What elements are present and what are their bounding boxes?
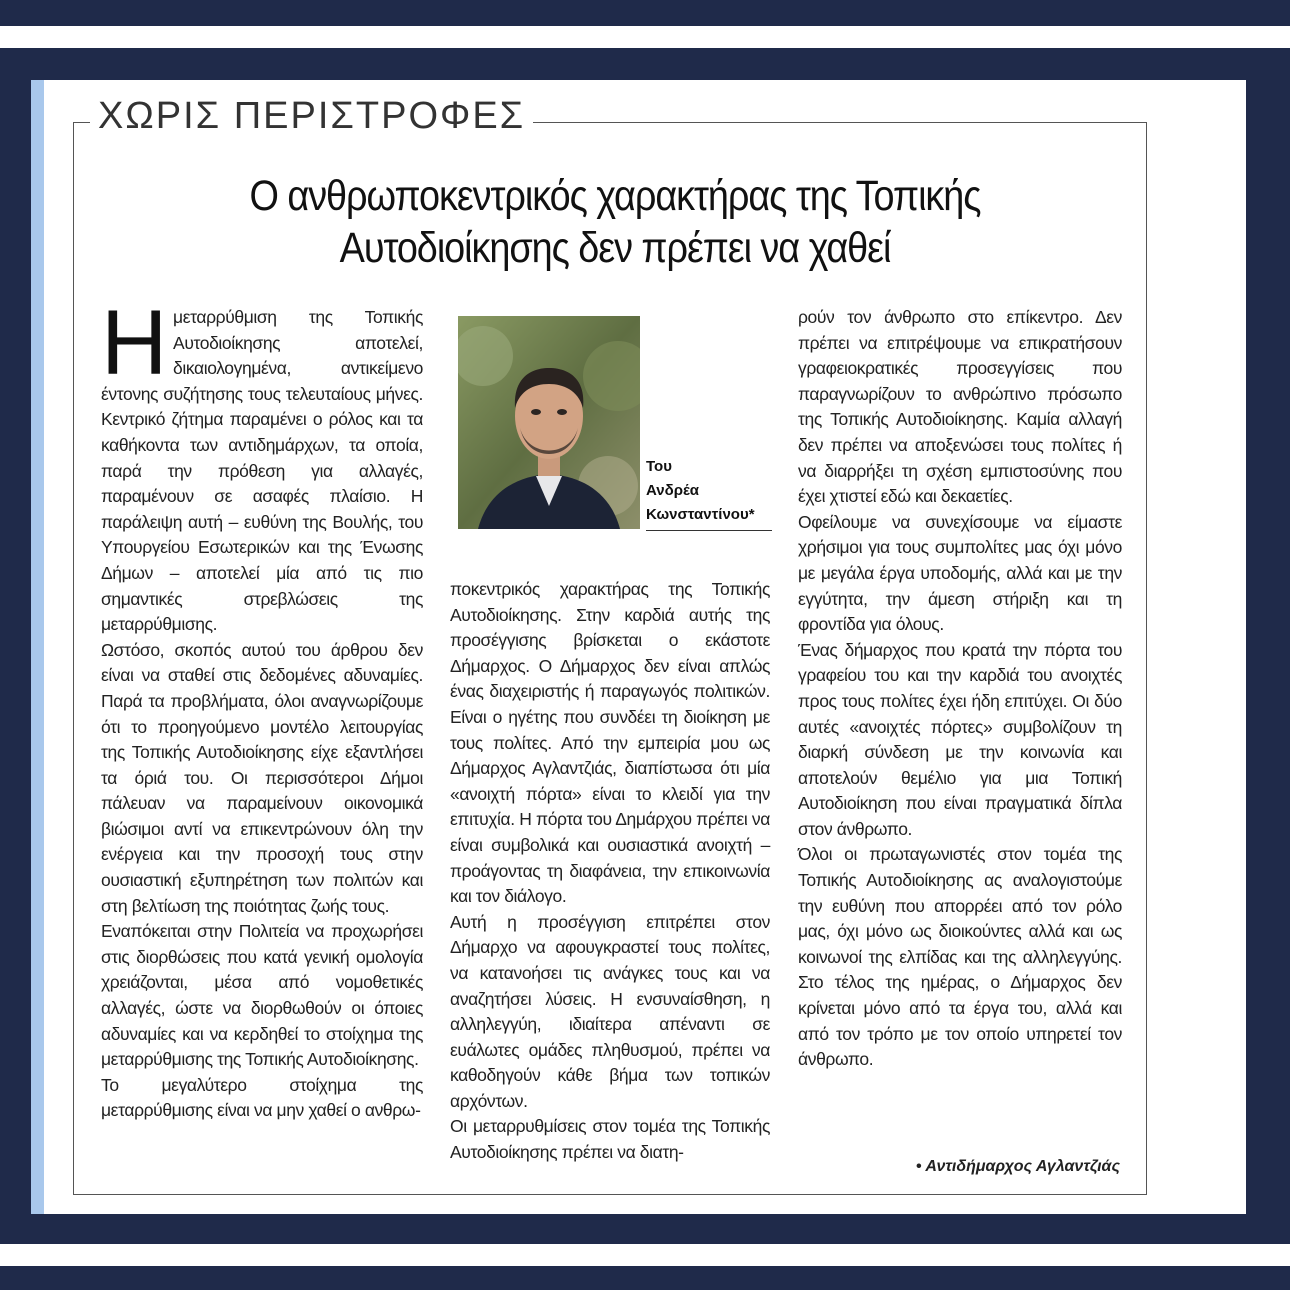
page-left-edge: [31, 80, 44, 1214]
byline-line-1: Του: [646, 458, 672, 475]
article-column-2: [450, 577, 770, 1166]
top-white-band: [0, 26, 1290, 48]
paragraph: Ημεταρρύθμιση της Τοπικής Αυτοδιοίκησης αποτελεί, δικαιολογημένα, αντικείμενο έντονης συζήτησης τους τελευταίους μήνες. Κεντρικό ζήτημα παραμένει ο ρόλος και τα καθήκοντα των αντιδημάρχων, τα οποία, παρά την πρόθεση για αλλαγές, παραμένουν σε ασαφές πλαίσιο. Η παράλειψη αυτή – ευθύνη της Βουλής, του Υπουργείου Εσωτερικών και της Ένωσης Δήμων – αποτελεί μία από τις πιο σημαντικές στρεβλώσεις της μεταρρύθμισης.: [101, 292, 423, 635]
paragraph: Οφείλουμε να συνεχίσουμε να είμαστε χρήσιμοι για τους συμπολίτες μας όχι μόνο με μεγάλα έργα υποδομής, αλλά και με την εγγύτητα, την άμεση στήριξη και τη φροντίδα για όλους.: [798, 511, 1122, 635]
author-byline: [646, 455, 776, 527]
author-signature: • Αντιδήμαρχος Αγλαντζιάς: [915, 1158, 1120, 1175]
byline-line-3: Κωνσταντίνου*: [646, 506, 755, 523]
paragraph: Όλοι οι πρωταγωνιστές στον τομέα της Τοπικής Αυτοδιοίκησης ας αναλογιστούμε την ευθύνη που απορρέει από τον ρόλο μας, όχι μόνο ως διοικούντες αλλά και ως κοινωνοί της ελπίδας και της αλληλεγγύης. Στο τέλος της ημέρας, ο Δήμαρχος δεν κρίνεται μόνο από τα έργα του, αλλά και από τον τρόπο με τον οποίο υπηρετεί τον άνθρωπο.: [798, 844, 1122, 1070]
bottom-white-band: [0, 1244, 1290, 1266]
paragraph: Ωστόσο, σκοπός αυτού του άρθρου δεν είναι να σταθεί στις δεδομένες αδυναμίες. Παρά τα προβλήματα, όλοι αναγνωρίζουμε ότι το προηγούμενο μοντέλο λειτουργίας της Τοπικής Αυτοδιοίκησης είχε εξαντλήσει τα όριά του. Οι περισσότεροι Δήμοι πάλευαν να παραμείνουν οικονομικά βιώσιμοι αντί να επικεντρώνουν όλη την ενέργεια και την προσοχή τους στην ουσιαστική εξυπηρέτηση των πολιτών και στη βελτίωση της ποιότητας ζωής τους.: [101, 639, 423, 916]
article-headline: [197, 170, 1033, 274]
article-column-3: [798, 305, 1122, 1073]
drop-cap: Η: [101, 292, 168, 394]
paragraph: ποκεντρικός χαρακτήρας της Τοπικής Αυτοδιοίκησης. Στην καρδιά αυτής της προσέγγισης βρίσκεται ο εκάστοτε Δήμαρχος. Ο Δήμαρχος δεν είναι απλώς ένας διαχειριστής ή παραγωγός πολιτικών. Είναι ο ηγέτης που συνδέει τη διοίκηση με τους πολίτες. Από την εμπειρία μου ως Δήμαρχος Αγλαντζιάς, διαπίστωσα ότι μία «ανοιχτή πόρτα» είναι το κλειδί για την επιτυχία. Η πόρτα του Δημάρχου πρέπει να είναι συμβολικά και ουσιαστικά ανοιχτή – προάγοντας τη διαφάνεια, την επικοινωνία και τον διάλογο.: [450, 579, 770, 907]
byline-divider: [646, 530, 772, 531]
paragraph: Το μεγαλύτερο στοίχημα της μεταρρύθμισης είναι να μην χαθεί ο ανθρω-: [101, 1074, 423, 1121]
paragraph: Εναπόκειται στην Πολιτεία να προχωρήσει στις διορθώσεις που κατά γενική ομολογία χρειάζονται, μέσα από νομοθετικές αλλαγές, ώστε να διορθωθούν οι όποιες αδυναμίες και να κερδηθεί το στοίχημα της μεταρρύθμισης της Τοπικής Αυτοδιοίκησης.: [101, 921, 423, 1070]
paragraph: Ένας δήμαρχος που κρατά την πόρτα του γραφείου του και την καρδιά του ανοιχτές προς τους πολίτες έχει ήδη επιτύχει. Οι δύο αυτές «ανοιχτές πόρτες» συμβολίζουν τη διαρκή σύνδεση με την κοινωνία και αποτελούν θεμέλιο για μια Τοπική Αυτοδιοίκηση που είναι πραγματικά δίπλα στον άνθρωπο.: [798, 639, 1122, 839]
top-border-strip: [0, 0, 1290, 26]
article-column-1: [101, 292, 423, 1124]
headline-line-1: Ο ανθρωποκεντρικός χαρακτήρας της Τοπικής: [249, 172, 981, 220]
headline-line-2: Αυτοδιοίκησης δεν πρέπει να χαθεί: [339, 224, 891, 272]
paragraph: Αυτή η προσέγγιση επιτρέπει στον Δήμαρχο να αφουγκραστεί τους πολίτες, να κατανοήσει τις ανάγκες τους και να αναζητήσει λύσεις. Η ενσυναίσθηση, η αλληλεγγύη, ιδιαίτερα απέναντι σε ευάλωτες ομάδες πληθυσμού, πρέπει να καθοδηγούν κάθε βήμα των τοπικών αρχόντων.: [450, 911, 770, 1111]
byline-line-2: Ανδρέα: [646, 482, 699, 499]
section-label: ΧΩΡΙΣ ΠΕΡΙΣΤΡΟΦΕΣ: [90, 95, 533, 138]
paragraph: ρούν τον άνθρωπο στο επίκεντρο. Δεν πρέπει να επιτρέψουμε να επικρατήσουν γραφειοκρατικές προσεγγίσεις που παραγνωρίζουν το ανθρώπινο πρόσωπο της Τοπικής Αυτοδιοίκησης. Καμία αλλαγή δεν πρέπει να αποξενώσει τους πολίτες ή να διαρρήξει τη σχέση εμπιστοσύνης που έχει χτιστεί εδώ και δεκαετίες.: [798, 307, 1122, 507]
paragraph: Οι μεταρρυθμίσεις στον τομέα της Τοπικής Αυτοδιοίκησης πρέπει να διατη-: [450, 1116, 770, 1163]
author-photo: [458, 316, 640, 529]
